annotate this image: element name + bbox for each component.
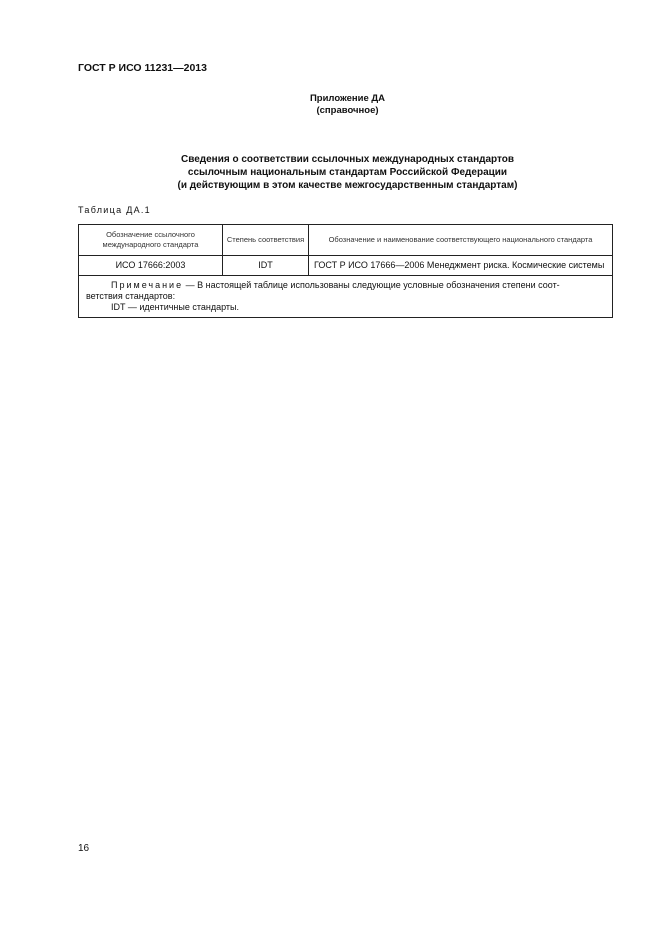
heading-line-2: ссылочным национальным стандартам Российской Федерации bbox=[187, 167, 508, 178]
note-line-3: IDT — идентичные стандарты. bbox=[111, 302, 240, 312]
note-line-2: ветствия стандартов: bbox=[86, 291, 176, 301]
heading-line-3: (и действующим в этом качестве межгосударственным стандартам) bbox=[177, 180, 518, 191]
cell-international-standard: ИСО 17666:2003 bbox=[79, 256, 223, 276]
note-line-1 bbox=[86, 280, 606, 291]
table-row bbox=[79, 256, 613, 276]
annex-kind: (справочное) bbox=[316, 105, 379, 116]
note-text-1: — В настоящей таблице использованы следующие условные обозначения степени соот- bbox=[183, 280, 560, 290]
header-international-standard: Обозначение ссылочного международного стандарта bbox=[79, 225, 223, 256]
note-label: Примечание bbox=[111, 280, 184, 290]
page-number: 16 bbox=[78, 843, 90, 854]
table-note-row bbox=[79, 276, 613, 318]
annex-heading bbox=[0, 153, 661, 192]
table-note bbox=[79, 276, 613, 318]
heading-line-1: Сведения о соответствии ссылочных международных стандартов bbox=[180, 154, 515, 165]
cell-degree: IDT bbox=[223, 256, 309, 276]
table-caption: Таблица ДА.1 bbox=[78, 205, 151, 215]
document-code: ГОСТ Р ИСО 11231—2013 bbox=[78, 62, 207, 74]
header-degree-of-correspondence: Степень соответствия bbox=[223, 225, 309, 256]
annex-title: Приложение ДА bbox=[309, 93, 386, 104]
table-header-row bbox=[79, 225, 613, 256]
header-national-standard: Обозначение и наименование соответствующего национального стандарта bbox=[309, 225, 613, 256]
cell-national-standard: ГОСТ Р ИСО 17666—2006 Менеджмент риска. Космические системы bbox=[309, 256, 613, 276]
reference-table bbox=[78, 224, 613, 318]
annex-block bbox=[0, 93, 661, 117]
